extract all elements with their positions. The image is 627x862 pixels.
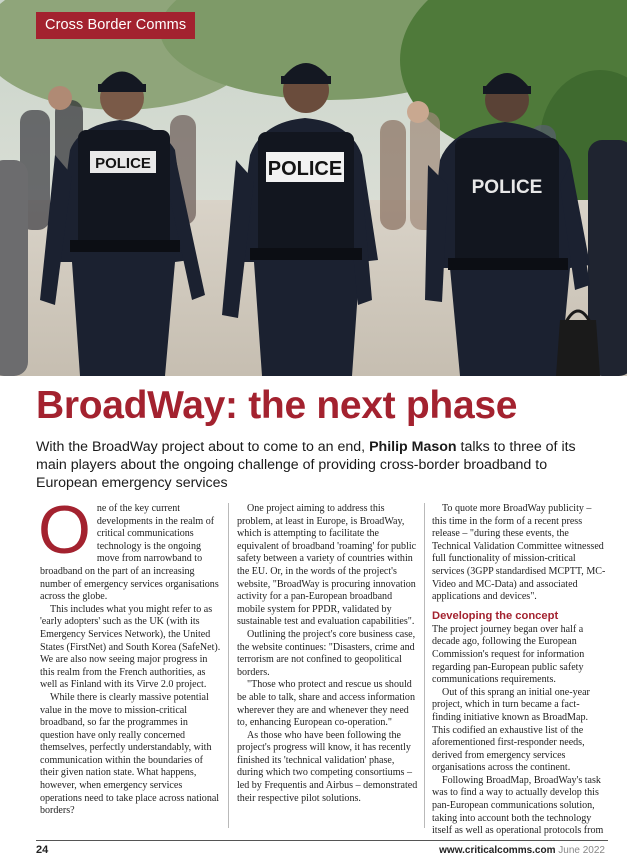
footer-rule <box>36 840 608 841</box>
paragraph: This includes what you might refer to as 'early adopters' such as the UK (with its Emergency Services Network), the United States (FirstNet) and South Korea (SafeNet). We are also now seeing major progress in this realm from the French authorities, as well as Finland with its Virve 2.0 project. <box>40 603 221 691</box>
body-column-3 <box>432 503 607 838</box>
issue-date: June 2022 <box>558 845 605 856</box>
body-column-1 <box>38 492 223 818</box>
headline: BroadWay: the next phase <box>36 384 518 427</box>
paragraph: Out of this sprang an initial one-year project, which in turn became a fact-finding initiative known as BroadMap. This codified an exhaustive list of the aforementioned first-responder needs, derived from emergency services organisations across the continent. <box>432 686 590 774</box>
subheading: Developing the concept <box>432 609 559 622</box>
drop-cap: O <box>38 492 91 568</box>
paragraph: To quote more BroadWay publicity – this time in the form of a recent press release – "during these events, the Technical Validation Committee witnessed full functionality of mission-critical services (3GPP standardised MCPTT, MC-Video and MC-Data) and associated applications and devices". <box>432 503 606 603</box>
column-divider <box>228 503 229 828</box>
paragraph: Following BroadMap, BroadWay's task was to find a way to actually develop this pan-European communications solution, taking into account both the technology itself as well as operational protocols from <box>432 774 604 837</box>
paragraph: As those who have been following the project's progress will know, it has recently finished its 'technical validation' phase, during which two competing consortiums – led by Frequentis and Airbus – demonstrated their respective pilot solutions. <box>237 729 418 804</box>
paragraph: "Those who protect and rescue us should be able to talk, share and access information wherever they are and whenever they need to, enhancing European co-operation." <box>237 679 415 729</box>
police-label-2: POLICE <box>267 158 343 180</box>
hero-photo <box>0 0 627 376</box>
paragraph-text: ne of the key current developments in the realm of critical communications technology is the ongoing move from narrowband to broadband on the part of an increasing number of emergency services organisations across the globe. <box>40 503 219 603</box>
paragraph: The project journey began over half a decade ago, following the European Commission's request for information regarding pan-European public safety communications requirements. <box>432 623 585 686</box>
standfirst-rest: talks to three of its main players about the ongoing challenge of providing cross-border broadband to European emergency services <box>36 439 576 491</box>
police-label-1: POLICE <box>95 155 151 172</box>
police-label-3: POLICE <box>471 177 543 198</box>
page-number: 24 <box>36 844 49 856</box>
footer-site <box>439 845 605 856</box>
section-tag: Cross Border Comms <box>36 12 195 39</box>
column-divider <box>424 503 425 828</box>
paragraph: One project aiming to address this problem, at least in Europe, is BroadWay, which is attempting to facilitate the equivalent of broadband 'roaming' for public safety between a variety of countries within the EU. Or, in the words of the project's website, "BroadWay is procuring innovation activity for a pan-European broadband mobile system for PPDR, validated by sustainable test and evaluation capabilities". <box>237 503 417 628</box>
author-name: Philip Mason <box>369 439 457 455</box>
paragraph <box>38 492 223 604</box>
body-column-2 <box>237 503 420 805</box>
standfirst <box>36 438 606 492</box>
site-url[interactable]: www.criticalcomms.com <box>439 845 556 856</box>
police-officers-illustration <box>0 0 627 376</box>
standfirst-intro: With the BroadWay project about to come to an end, <box>36 439 370 455</box>
paragraph: While there is clearly massive potential value in the move to mission-critical broadband, so far the programmes in question have only really concerned themselves, perfectly understandably, with communication within the boundaries of their given nation state. What happens, however, when emergency services operations need to take place across national borders? <box>40 691 220 817</box>
paragraph: Outlining the project's core business case, the website continues: "Disasters, crime and terrorism are not confined to geopolitical borders. <box>237 628 416 678</box>
